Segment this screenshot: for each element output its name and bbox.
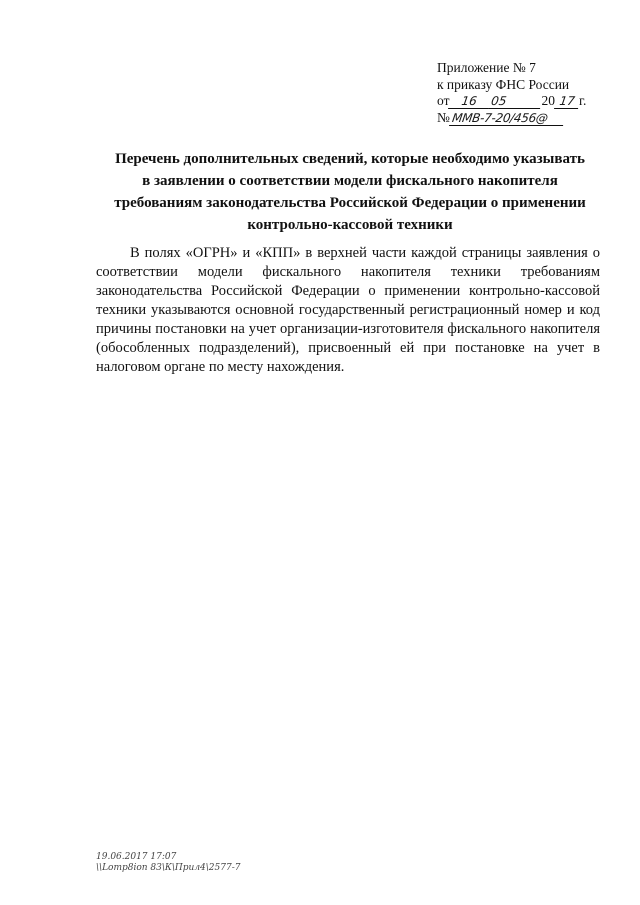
title-line: Перечень дополнительных сведений, которые необходимо указывать xyxy=(115,151,585,167)
date-day-handwritten: 16 xyxy=(449,95,491,109)
body-paragraph: В полях «ОГРН» и «КПП» в верхней части каждой страницы заявления о соответствии модели фискального накопителя техники требованиям законодательства Российской Федерации о применении контрольно-кассовой техники указываются основной государственный регистрационный номер и код причины постановки на учет организации-изготовителя фискального накопителя (обособленных подразделений), присвоенный ей при постановке на учет в налоговом органе по месту нахождения. xyxy=(96,245,600,375)
title-line: требованиям законодательства Российской Федерации о применении xyxy=(114,195,586,211)
appendix-date xyxy=(437,93,586,110)
footer-meta xyxy=(96,852,240,874)
appendix-order-number xyxy=(437,110,586,127)
date-suffix: г. xyxy=(578,93,587,108)
date-month-handwritten: 05 xyxy=(489,95,543,109)
document-title xyxy=(100,148,600,236)
title-line: контрольно-кассовой техники xyxy=(247,217,453,233)
date-year-prefix: 20 xyxy=(541,93,555,108)
footer-file-path: \\Lomp8ion 83\К\Прил4\2577-7 xyxy=(96,863,241,873)
appendix-header xyxy=(437,60,586,126)
title-line: в заявлении о соответствии модели фискального накопителя xyxy=(142,173,558,189)
date-year-handwritten: 17 xyxy=(554,95,580,109)
date-prefix: от xyxy=(437,93,450,108)
number-prefix: № xyxy=(437,109,450,125)
appendix-number: Приложение № 7 xyxy=(437,60,536,75)
footer-timestamp: 19.06.2017 17:07 xyxy=(96,852,177,862)
order-number-handwritten: ММВ-7-20/456@ xyxy=(449,112,565,126)
appendix-order-ref: к приказу ФНС России xyxy=(437,76,570,92)
